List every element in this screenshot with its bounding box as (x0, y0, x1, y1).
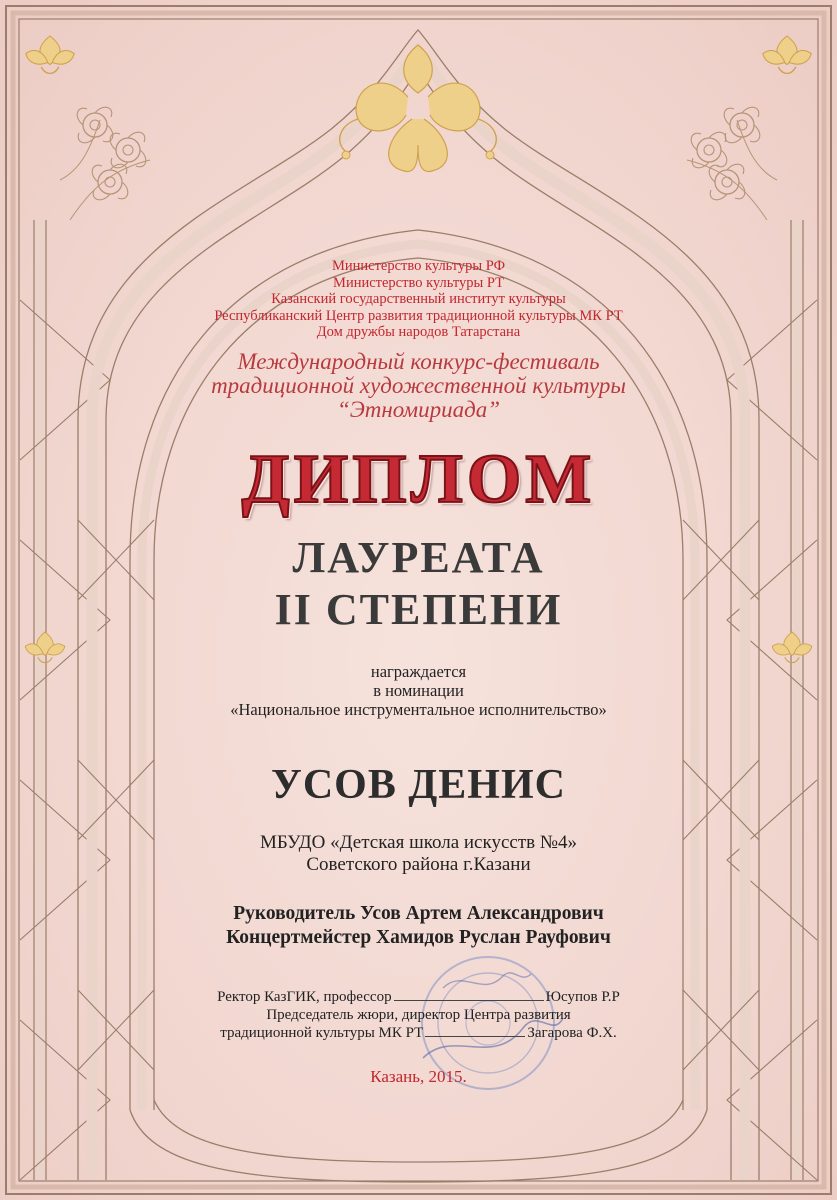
contest-line-1: Международный конкурс-фестиваль (237, 349, 600, 374)
jury-signature-line (0, 1024, 837, 1042)
organizer-line: Дом дружбы народов Татарстана (316, 324, 521, 340)
signature-underline (394, 988, 544, 1001)
leader-line: Руководитель Усов Артем Александрович (233, 903, 604, 924)
award-line-1: награждается (370, 662, 467, 681)
rank-line-2: II СТЕПЕНИ (274, 585, 563, 634)
rank-line-1: ЛАУРЕАТА (292, 533, 545, 582)
organizer-line: Министерство культуры РТ (333, 274, 504, 291)
contest-title (0, 350, 837, 422)
award-text (0, 662, 837, 719)
jury-name: Загарова Ф.Х. (527, 1025, 617, 1041)
organizers-block (0, 258, 837, 341)
rector-signature-line (0, 988, 837, 1006)
accompanist-line: Концертмейстер Хамидов Руслан Рауфович (226, 927, 611, 948)
contest-line-2: традиционной художественной культуры (211, 373, 626, 398)
rector-name: Юсупов Р.Р (545, 989, 620, 1005)
school-line-2: Советского района г.Казани (306, 854, 531, 875)
jury-label: традиционной культуры МК РТ (220, 1025, 424, 1041)
school-info (0, 832, 837, 876)
signatures-block (0, 988, 837, 1042)
award-line-2: в номинации (373, 681, 464, 700)
organizer-line: Казанский государственный институт культуры (271, 291, 566, 307)
jury-title-line: Председатель жюри, директор Центра развития (266, 1007, 571, 1023)
organizer-line: Министерство культуры РФ (331, 258, 506, 274)
organizer-line: Республиканский Центр развития традиционной культуры МК РТ (214, 307, 623, 324)
school-line-1: МБУДО «Детская школа искусств №4» (260, 832, 577, 853)
laureate-rank (0, 532, 837, 636)
recipient-name: УСОВ ДЕНИС (271, 762, 566, 808)
rector-label: Ректор КазГИК, профессор (217, 989, 392, 1005)
nomination: «Национальное инструментальное исполнительство» (230, 700, 607, 719)
contest-line-3: “Этномириада” (336, 397, 501, 422)
city-year: Казань, 2015. (370, 1067, 467, 1086)
diploma-title: ДИПЛОМ (241, 441, 596, 518)
signature-underline (425, 1024, 525, 1037)
leaders-block (0, 902, 837, 950)
